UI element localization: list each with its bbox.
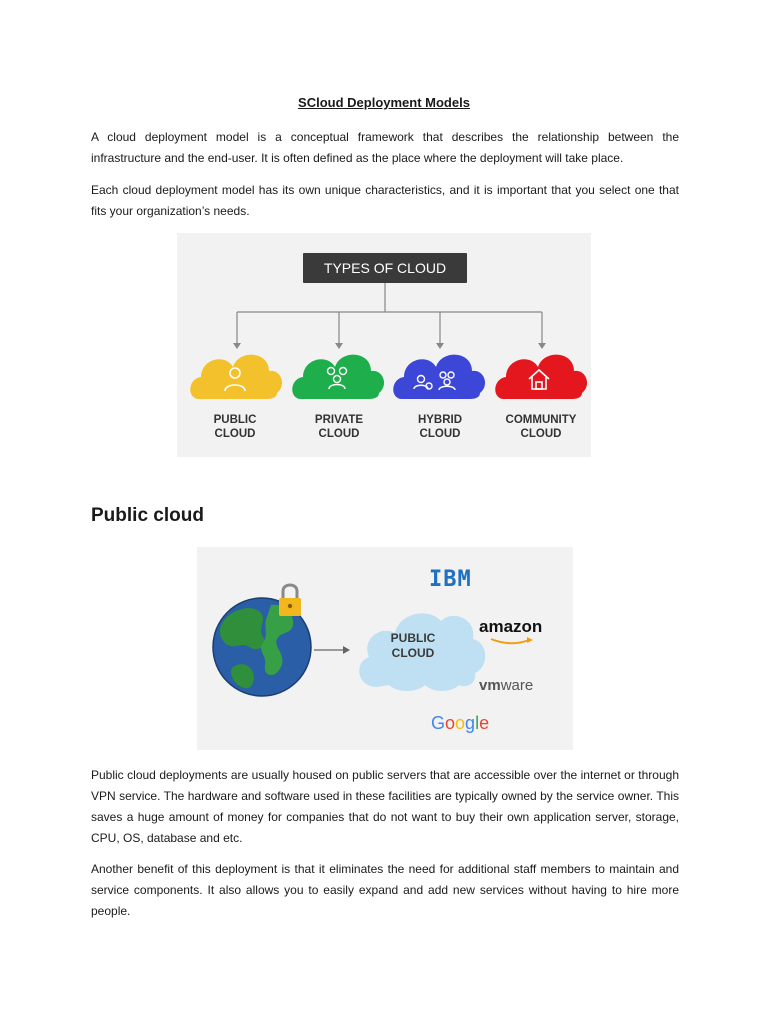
public-cloud-label: PUBLIC CLOUD: [213, 414, 257, 440]
vmware-logo: vmware: [479, 677, 534, 694]
public-cloud-box-label: PUBLIC CLOUD: [390, 631, 436, 660]
body-paragraph-1: Public cloud deployments are usually housed on public servers that are accessible over the internet or through VPN service. The hardware and software used in these facilities are typically owned by the service owner. This saves a huge amount of money for companies that do not want to buy their own application server, storage, CPU, OS, database and etc.: [91, 768, 679, 845]
public-cloud-shape: [190, 355, 282, 399]
arrow-icon: [314, 646, 350, 654]
section-heading-public-cloud: Public cloud: [91, 505, 204, 526]
types-of-cloud-title-box: TYPES OF CLOUD: [303, 253, 467, 283]
hybrid-cloud-label: HYBRID CLOUD: [417, 414, 463, 440]
hybrid-cloud-shape: [393, 355, 485, 399]
amazon-logo: amazon: [479, 617, 542, 637]
community-cloud-label: COMMUNITY CLOUD: [505, 414, 577, 440]
ibm-logo: IBM: [429, 567, 472, 592]
private-cloud-label: PRIVATE CLOUD: [314, 414, 364, 440]
community-cloud-shape: [495, 355, 587, 399]
document-title: SCloud Deployment Models: [298, 95, 470, 110]
padlock-icon: [279, 585, 301, 616]
intro-paragraph-1: A cloud deployment model is a conceptual framework that describes the relationship between the infrastructure and the end-user. It is often defined as the place where the deployment will take place.: [91, 130, 679, 165]
public-cloud-figure: [197, 547, 573, 750]
amazon-smile-icon: [489, 637, 535, 645]
intro-paragraph-2: Each cloud deployment model has its own unique characteristics, and it is important that you select one that fits your organization’s needs.: [91, 183, 679, 218]
private-cloud-shape: [292, 355, 384, 399]
types-of-cloud-figure: [177, 233, 591, 457]
google-logo: Google: [431, 713, 490, 733]
body-paragraph-2: Another benefit of this deployment is that it eliminates the need for additional staff members to maintain and service components. It also allows you to easily expand and add new services without having to hire more people.: [91, 862, 679, 918]
